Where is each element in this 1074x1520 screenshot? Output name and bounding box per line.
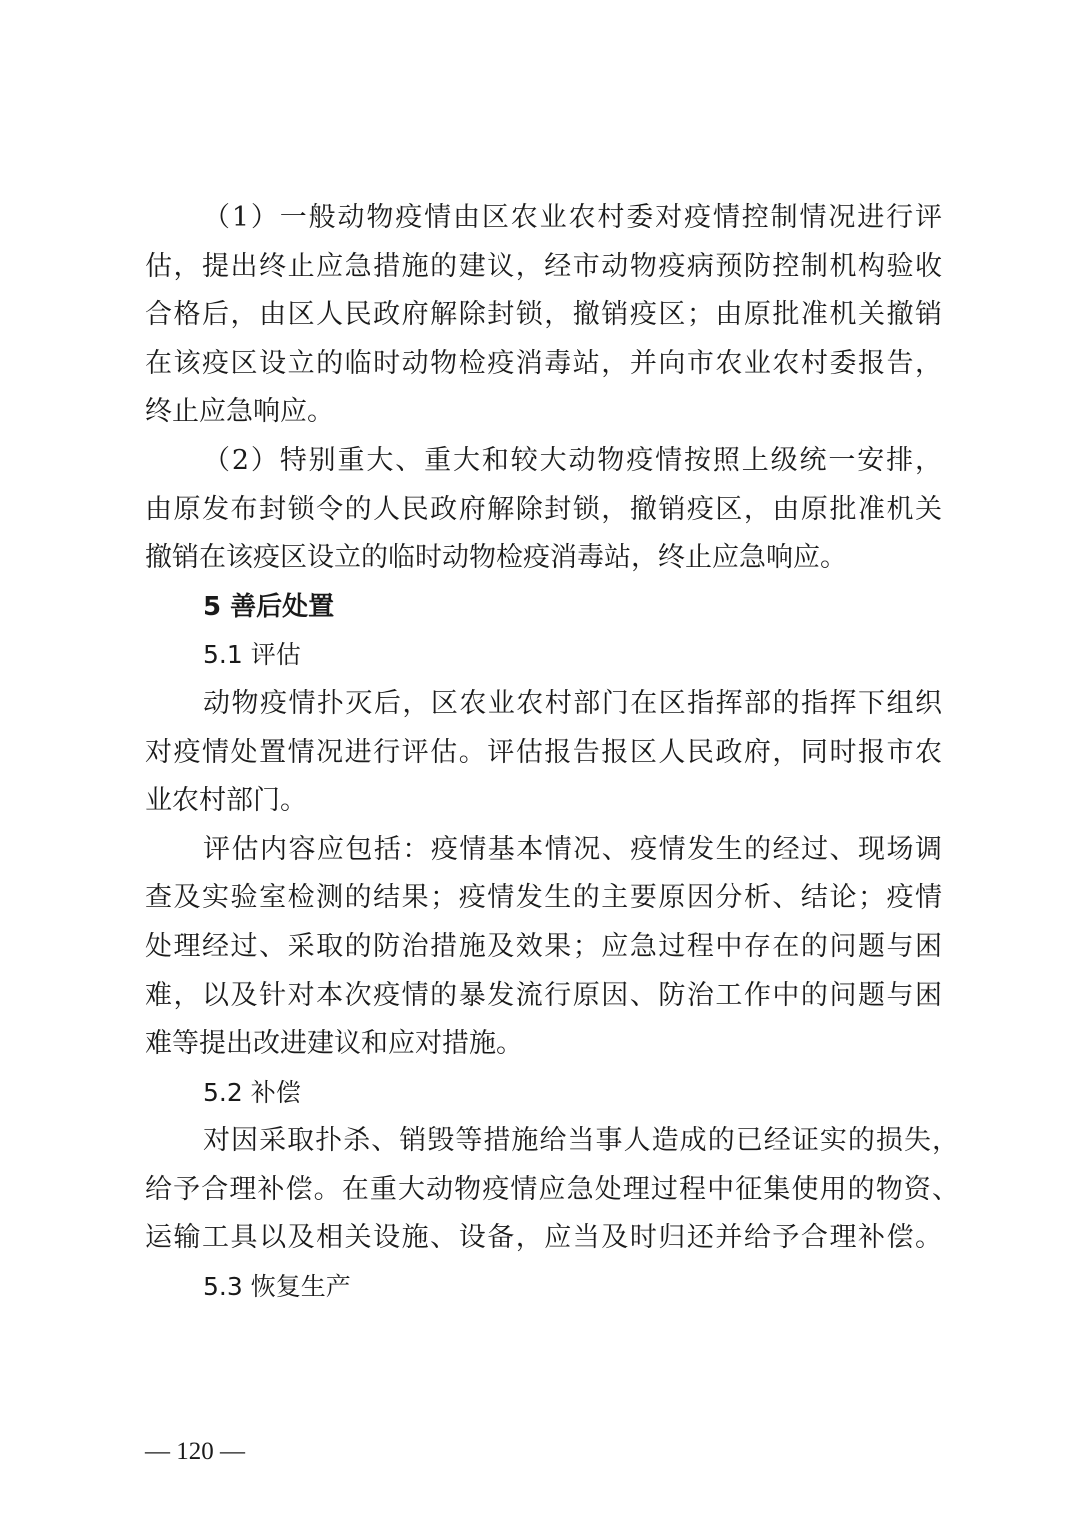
paragraph-line: 终止应急响应。 <box>145 396 334 428</box>
paragraph-line: 由原发布封锁令的人民政府解除封锁，撤销疫区，由原批准机关 <box>145 493 942 525</box>
subsection-heading-recovery: 5.3 恢复生产 <box>203 1272 351 1302</box>
paragraph-line: 评估内容应包括：疫情基本情况、疫情发生的经过、现场调 <box>203 833 942 865</box>
paragraph-line: 动物疫情扑灭后，区农业农村部门在区指挥部的指挥下组织 <box>203 687 942 719</box>
paragraph-line: （2）特别重大、重大和较大动物疫情按照上级统一安排， <box>203 444 942 476</box>
page-number: — 120 — <box>145 1438 245 1465</box>
paragraph-line: 对因采取扑杀、销毁等措施给当事人造成的已经证实的损失， <box>203 1125 959 1157</box>
paragraph-line: 运输工具以及相关设施、设备，应当及时归还并给予合理补偿。 <box>145 1222 942 1254</box>
paragraph-line: 难等提出改进建议和应对措施。 <box>145 1028 523 1060</box>
section-heading: 5 善后处置 <box>203 591 335 622</box>
paragraph-termination-general <box>145 194 942 437</box>
subsection-heading-compensation: 5.2 补偿 <box>203 1077 301 1107</box>
paragraph-line: 对疫情处置情况进行评估。评估报告报区人民政府，同时报市农 <box>145 736 942 768</box>
paragraph-compensation <box>145 1117 959 1263</box>
paragraph-line: 估，提出终止应急措施的建议，经市动物疫病预防控制机构验收 <box>145 250 942 282</box>
subsection-heading-evaluation: 5.1 评估 <box>203 640 301 670</box>
paragraph-line: 在该疫区设立的临时动物检疫消毒站，并向市农业农村委报告， <box>145 347 942 379</box>
paragraph-line: 撤销在该疫区设立的临时动物检疫消毒站，终止应急响应。 <box>145 542 847 574</box>
paragraph-evaluation <box>145 680 942 826</box>
paragraph-evaluation-content <box>145 826 942 1069</box>
document-body <box>145 194 959 1312</box>
paragraph-line: 查及实验室检测的结果；疫情发生的主要原因分析、结论；疫情 <box>145 882 942 914</box>
paragraph-line: 业农村部门。 <box>145 785 307 817</box>
paragraph-line: 合格后，由区人民政府解除封锁，撤销疫区；由原批准机关撤销 <box>145 299 942 331</box>
paragraph-line: 处理经过、采取的防治措施及效果；应急过程中存在的问题与困 <box>145 930 942 962</box>
paragraph-termination-major <box>145 437 942 583</box>
paragraph-line: 给予合理补偿。在重大动物疫情应急处理过程中征集使用的物资、 <box>145 1173 959 1205</box>
paragraph-line: 难，以及针对本次疫情的暴发流行原因、防治工作中的问题与困 <box>145 979 942 1011</box>
paragraph-line: （1）一般动物疫情由区农业农村委对疫情控制情况进行评 <box>203 202 942 233</box>
